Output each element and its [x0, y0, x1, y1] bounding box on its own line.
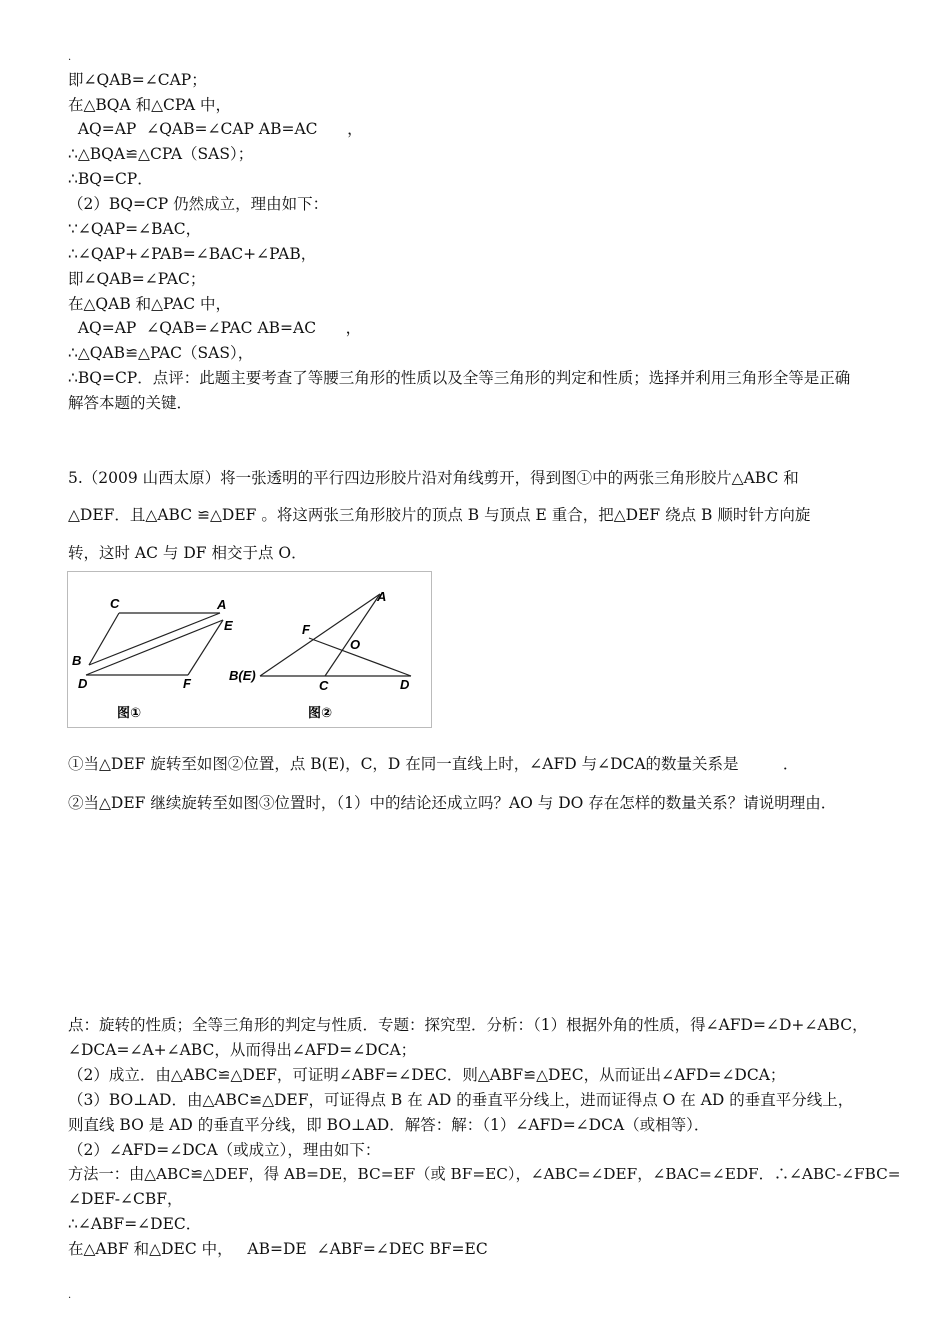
fig1-edge-fe [188, 620, 223, 675]
top-dot: . [68, 52, 72, 63]
text-line: ∠DEF-∠CBF， [68, 1190, 183, 1208]
geometry-figure [67, 571, 432, 728]
text-line: ∠DCA=∠A+∠ABC，从而得出∠AFD=∠DCA； [68, 1041, 417, 1059]
text-line: 点：旋转的性质；全等三角形的判定与性质．专题：探究型．分析：（1）根据外角的性质，得∠AFD=∠D+∠ABC， [68, 1016, 868, 1034]
text-line: （2）BQ=CP 仍然成立，理由如下： [68, 195, 329, 213]
fig1-label-a: A [217, 597, 227, 612]
text-line: 则直线 BO 是 AD 的垂直平分线，即 BO⊥AD．解答：解：（1）∠AFD=∠DCA（或相等）． [68, 1116, 710, 1134]
text-line: 在△BQA 和△CPA 中， [68, 96, 232, 114]
question-2: ②当△DEF 继续旋转至如图③位置时，（1）中的结论还成立吗？AO 与 DO 存在怎样的数量关系？请说明理由． [68, 794, 837, 812]
text-line: 在△QAB 和△PAC 中， [68, 295, 232, 313]
text-line: 即∠QAB=∠CAP； [68, 71, 207, 89]
fig2-label-d: D [400, 677, 410, 692]
fig1-edge-cb [89, 613, 119, 665]
fig2-edge-ba [260, 594, 380, 676]
text-line: AQ=AP ∠QAB=∠PAC AB=AC ， [68, 319, 362, 337]
text-line: ∴△QAB≌△PAC（SAS）， [68, 344, 254, 362]
problem-line-2: △DEF．且△ABC ≌△DEF 。将这两张三角形胶片的顶点 B 与顶点 E 重合，把△DEF 绕点 B 顺时针方向旋 [68, 506, 811, 524]
fig1-diagonal-de [86, 620, 223, 675]
fig2-label-be: B(E) [229, 668, 256, 683]
fig1-label-f: F [183, 676, 191, 691]
text-line: 即∠QAB=∠PAC； [68, 270, 206, 288]
text-line: （2）成立．由△ABC≌△DEF，可证明∠ABF=∠DEC．则△ABF≌△DEC，从而证出∠AFD=∠DCA； [68, 1066, 786, 1084]
bottom-dot: . [68, 1290, 72, 1301]
text-line: ∴△BQA≌△CPA（SAS）； [68, 145, 254, 163]
text-line: （2）∠AFD=∠DCA（或成立），理由如下： [68, 1141, 381, 1159]
fig2-label-f: F [302, 622, 310, 637]
text-line: 解答本题的关键． [68, 394, 193, 412]
text-line: AQ=AP ∠QAB=∠CAP AB=AC ， [68, 120, 363, 138]
question-1: ①当△DEF 旋转至如图②位置，点 B(E)，C，D 在同一直线上时，∠AFD 与∠DCA的数量关系是 ． [68, 755, 799, 773]
fig2-label-o: O [350, 637, 361, 652]
fig1-label-c: C [110, 596, 120, 611]
fig2-label-a: A [377, 589, 387, 604]
text-line: （3）BO⊥AD．由△ABC≌△DEF，可证得点 B 在 AD 的垂直平分线上，进而证得点 O 在 AD 的垂直平分线上， [68, 1091, 854, 1109]
fig1-caption: 图① [117, 706, 142, 721]
text-line: ∴∠ABF=∠DEC． [68, 1215, 202, 1233]
fig2-label-c: C [319, 678, 329, 693]
fig2-edge-ac [325, 594, 380, 676]
figure-svg [68, 572, 433, 729]
text-line: ∴BQ=CP． [68, 170, 153, 188]
fig1-label-b: B [72, 653, 82, 668]
text-line: 在△ABF 和△DEC 中， AB=DE ∠ABF=∠DEC BF=EC [68, 1240, 488, 1258]
fig2-caption: 图② [308, 706, 333, 721]
text-line: ∴BQ=CP．点评：此题主要考查了等腰三角形的性质以及全等三角形的判定和性质；选择并利用三角形全等是正确 [68, 369, 851, 387]
text-line: ∵∠QAP=∠BAC， [68, 220, 202, 238]
text-line: 方法一：由△ABC≌△DEF，得 AB=DE，BC=EF（或 BF=EC），∠ABC=∠DEF，∠BAC=∠EDF．∴∠ABC-∠FBC= [68, 1165, 901, 1183]
problem-line-3: 转，这时 AC 与 DF 相交于点 O． [68, 544, 307, 562]
problem-line-1: 5.（2009 山西太原）将一张透明的平行四边形胶片沿对角线剪开，得到图①中的两张三角形胶片△ABC 和 [68, 469, 799, 487]
fig1-label-e: E [224, 618, 233, 633]
fig1-label-d: D [78, 676, 88, 691]
text-line: ∴∠QAP+∠PAB=∠BAC+∠PAB， [68, 245, 317, 263]
fig1-diagonal-ab [89, 613, 220, 665]
